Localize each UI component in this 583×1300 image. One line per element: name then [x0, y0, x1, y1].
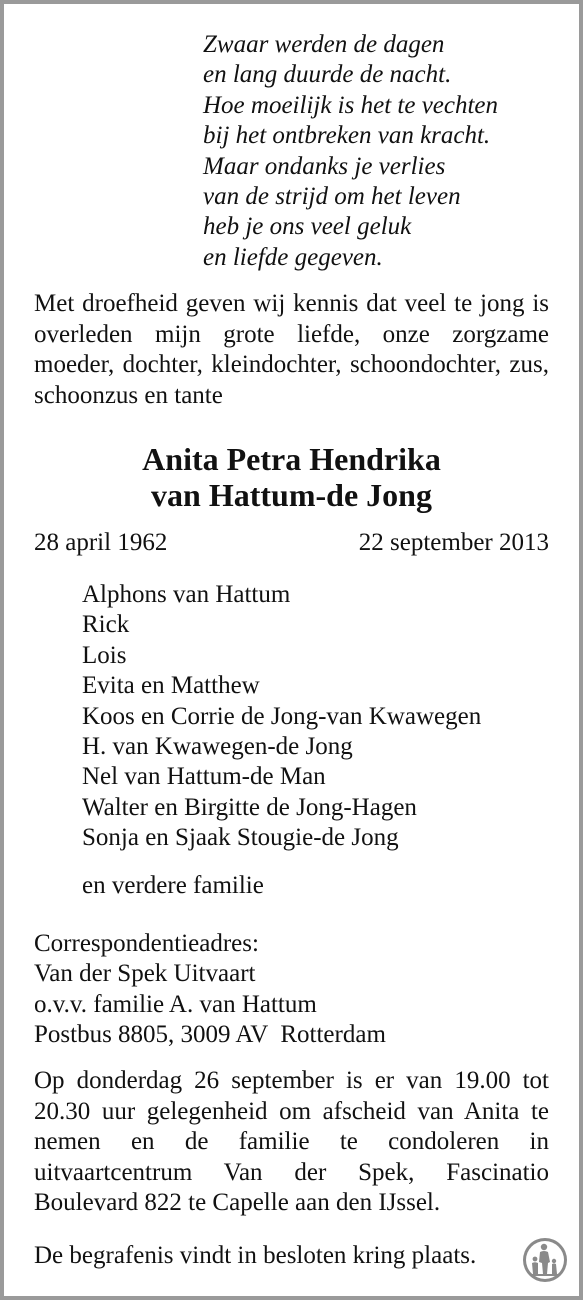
family-member: Evita en Matthew: [82, 672, 260, 700]
extended-family: en verdere familie: [82, 872, 264, 899]
poem-line: en lang duurde de nacht.: [203, 61, 452, 89]
poem-line: heb je ons veel geluk: [203, 213, 412, 241]
address-line: Van der Spek Uitvaart: [34, 960, 256, 988]
birth-date: 28 april 1962: [34, 529, 168, 556]
address-line: Correspondentieadres:: [34, 930, 259, 957]
address-line: o.v.v. familie A. van Hattum: [34, 990, 317, 1018]
family-member: H. van Kwawegen-de Jong: [82, 733, 353, 761]
family-member: Lois: [82, 641, 127, 669]
family-member: Walter en Birgitte de Jong-Hagen: [82, 793, 417, 821]
poem-line: en liefde gegeven.: [203, 243, 383, 271]
deceased-name-line1: Anita Petra Hendrika: [142, 441, 441, 477]
poem-line: Hoe moeilijk is het te vechten: [203, 91, 499, 119]
family-member: Nel van Hattum-de Man: [82, 763, 326, 791]
poem-line: Zwaar werden de dagen: [203, 31, 445, 58]
family-member: Alphons van Hattum: [82, 581, 291, 608]
family-member: Sonja en Sjaak Stougie-de Jong: [82, 824, 399, 852]
announcement-text: Met droefheid geven wij kennis dat veel te jong is overleden mijn grote liefde, onze zorgzame moeder, dochter, kleindochter, schoondochter, zus, schoonzus en tante: [34, 290, 549, 409]
deceased-name-line2: van Hattum-de Jong: [151, 477, 432, 513]
address-line: Postbus 8805, 3009 AV Rotterdam: [34, 1021, 386, 1049]
closing-text: De begrafenis vindt in besloten kring plaats.: [34, 1242, 477, 1269]
correspondence-address: [34, 929, 386, 1051]
poem-line: Maar ondanks je verlies: [203, 152, 446, 180]
memorial-figures-icon: [522, 1236, 568, 1284]
family-member: Koos en Corrie de Jong-van Kwawegen: [82, 702, 482, 730]
poem-line: bij het ontbreken van kracht.: [203, 122, 491, 150]
condolence-text: Op donderdag 26 september is er van 19.00 tot 20.30 uur gelegenheid om afscheid van Anita te nemen en de familie te condoleren in uitvaartcentrum Van der Spek, Fascinatio Boulevard 822 te Capelle aan den IJssel.: [34, 1067, 549, 1216]
poem-line: van de strijd om het leven: [203, 183, 461, 211]
death-date: 22 september 2013: [358, 529, 549, 556]
family-list: [82, 580, 481, 854]
poem: [203, 30, 498, 273]
family-member: Rick: [82, 611, 130, 639]
